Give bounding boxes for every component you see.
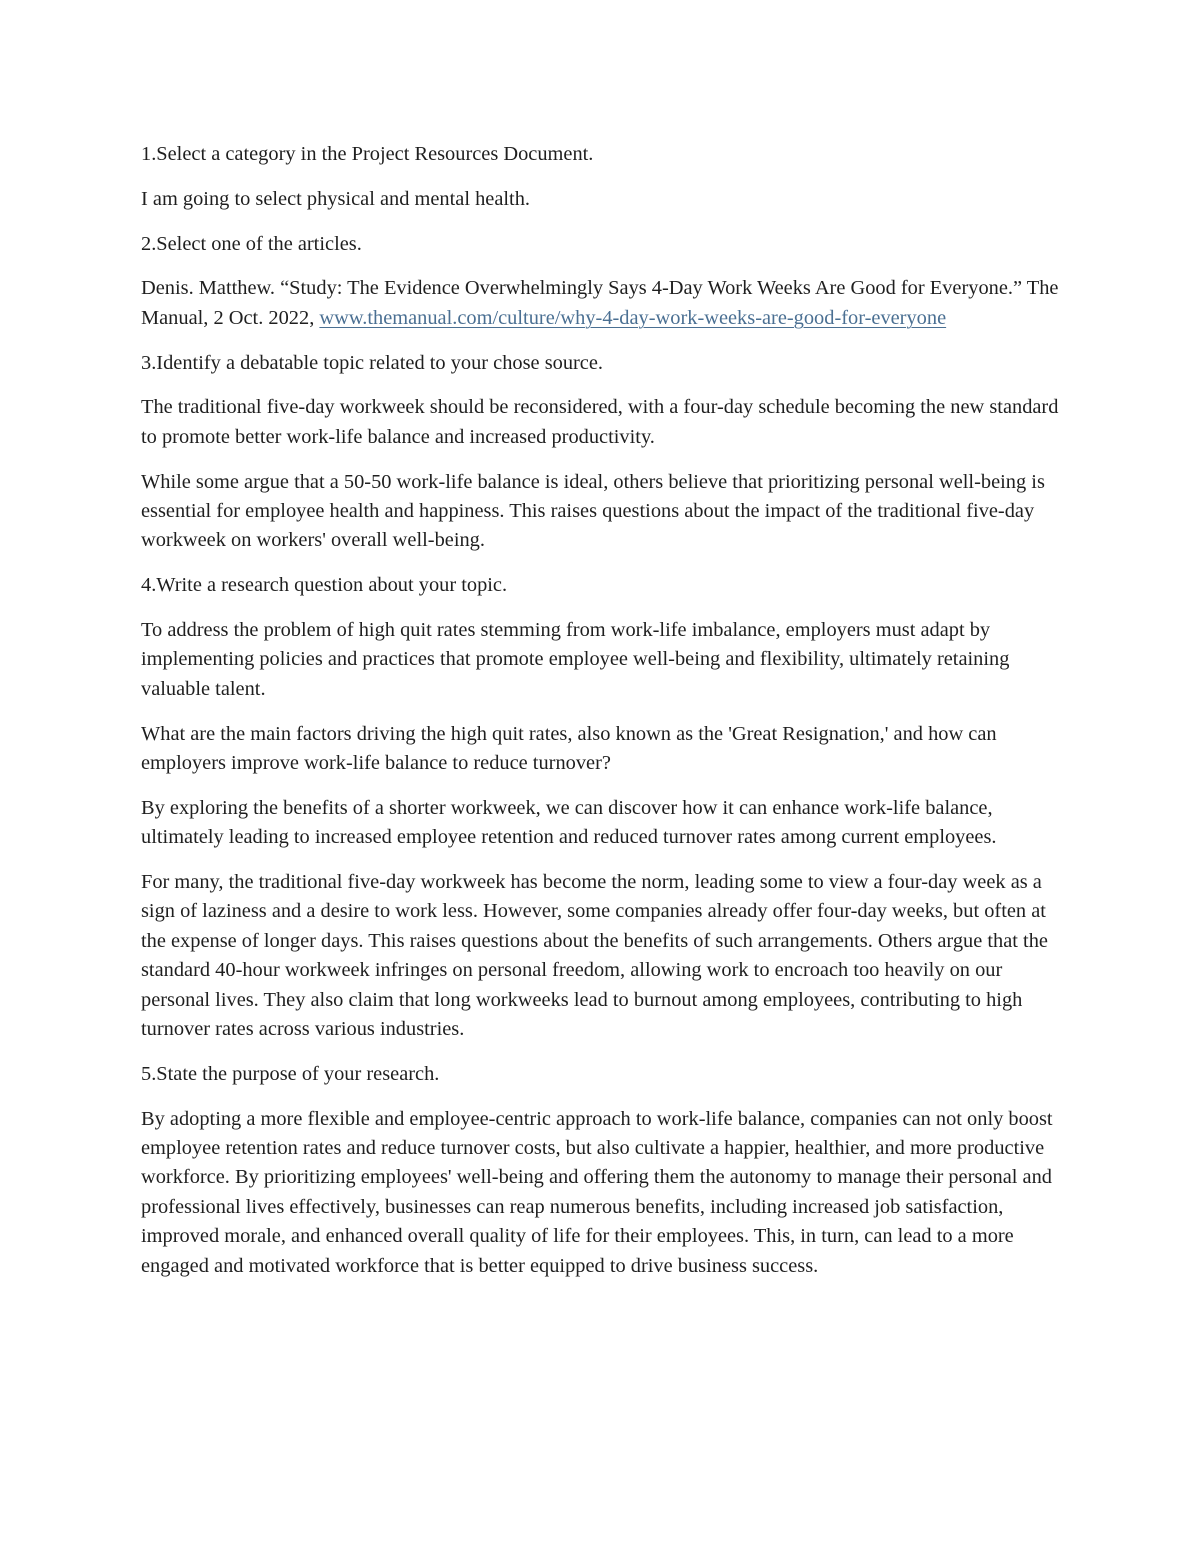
- question-4-heading: 4.Write a research question about your topic.: [141, 574, 508, 597]
- question-5-heading: 5.State the purpose of your research.: [141, 1062, 440, 1085]
- question-4-paragraph-2: What are the main factors driving the high quit rates, also known as the 'Great Resignation,' and how can employers improve work-life balance to reduce turnover?: [141, 722, 997, 775]
- document-body: [141, 140, 1061, 1296]
- question-3-heading: 3.Identify a debatable topic related to your chose source.: [141, 351, 604, 374]
- question-1-answer: I am going to select physical and mental health.: [141, 187, 531, 210]
- citation-paragraph: [141, 274, 1061, 333]
- question-4-paragraph-3: By exploring the benefits of a shorter workweek, we can discover how it can enhance work-life balance, ultimately leading to increased employee retention and reduced turnover rates among current employees.: [141, 796, 997, 849]
- question-2-heading: 2.Select one of the articles.: [141, 232, 362, 255]
- question-4-paragraph-1: To address the problem of high quit rates stemming from work-life imbalance, employers must adapt by implementing policies and practices that promote employee well-being and flexibility, ultimately retaining valuable talent.: [141, 619, 1010, 700]
- question-3-paragraph-1: The traditional five-day workweek should be reconsidered, with a four-day schedule becoming the new standard to promote better work-life balance and increased productivity.: [141, 396, 1059, 448]
- question-3-paragraph-2: While some argue that a 50-50 work-life balance is ideal, others believe that prioritizing personal well-being is essential for employee health and happiness. This raises questions about the impact of the traditional five-day workweek on workers' overall well-being.: [141, 470, 1045, 552]
- question-1-heading: 1.Select a category in the Project Resources Document.: [141, 143, 594, 165]
- citation-link[interactable]: www.themanual.com/culture/why-4-day-work-weeks-are-good-for-everyone: [319, 306, 947, 329]
- question-5-paragraph-1: By adopting a more flexible and employee-centric approach to work-life balance, companies can not only boost employee retention rates and reduce turnover costs, but also cultivate a happier, healthier, and more productive workforce. By prioritizing employees' well-being and offering them the autonomy to manage their personal and professional lives effectively, businesses can reap numerous benefits, including increased job satisfaction, improved morale, and enhanced overall quality of life for their employees. This, in turn, can lead to a more engaged and motivated workforce that is better equipped to drive business success.: [141, 1107, 1053, 1277]
- citation-text: Denis. Matthew. “Study: The Evidence Overwhelmingly Says 4-Day Work Weeks Are Good for Everyone.” The Manual, 2 Oct. 2022,: [141, 277, 1059, 329]
- question-4-paragraph-4: For many, the traditional five-day workweek has become the norm, leading some to view a four-day week as a sign of laziness and a desire to work less. However, some companies already offer four-day weeks, but often at the expense of longer days. This raises questions about the benefits of such arrangements. Others argue that the standard 40-hour workweek infringes on personal freedom, allowing work to encroach too heavily on our personal lives. They also claim that long workweeks lead to burnout among employees, contributing to high turnover rates across various industries.: [141, 871, 1048, 1041]
